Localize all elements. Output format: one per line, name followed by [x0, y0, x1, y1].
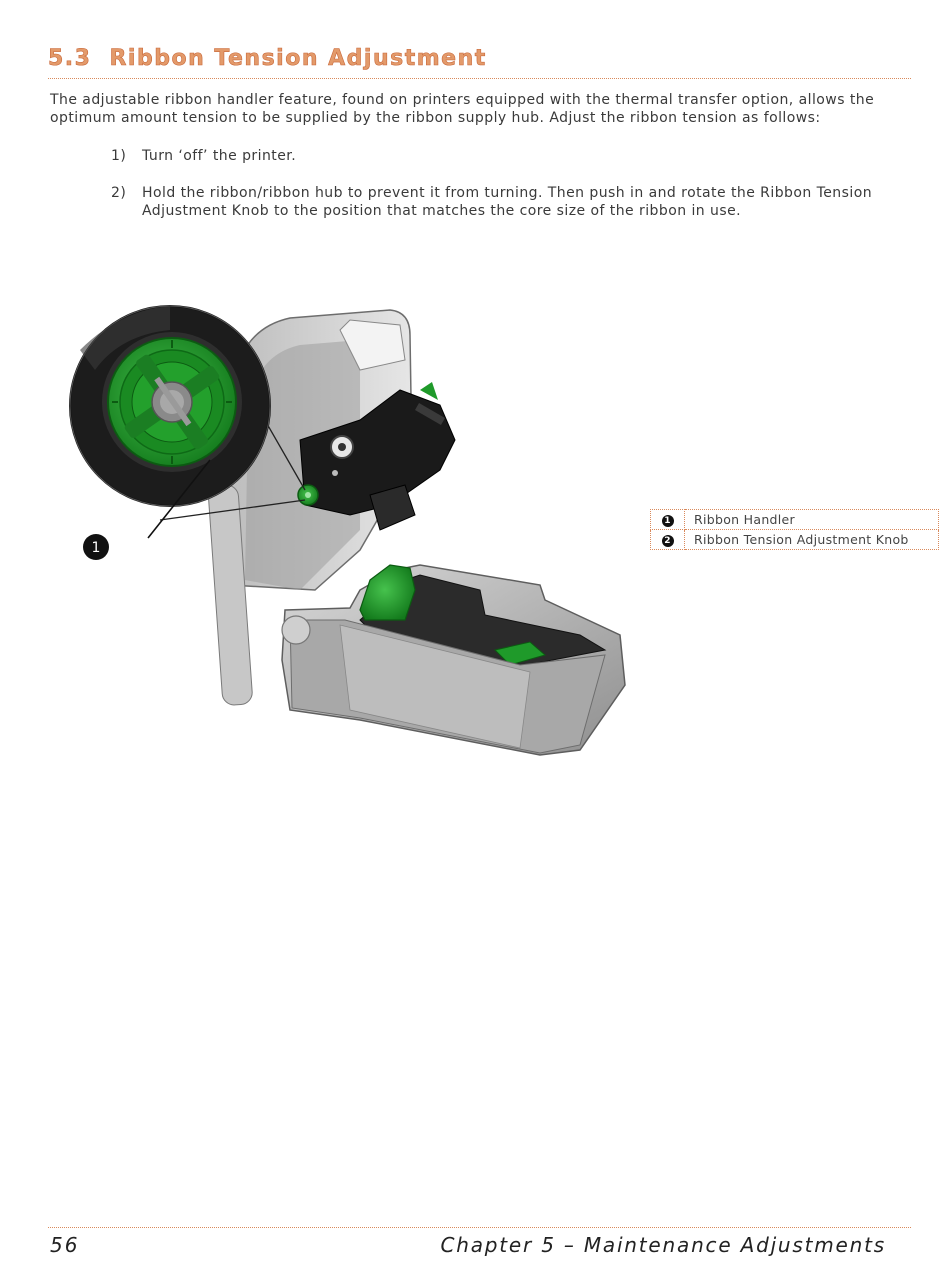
heading-divider: [48, 78, 911, 79]
chapter-title: Chapter 5 – Maintenance Adjustments: [440, 1233, 886, 1257]
intro-paragraph: The adjustable ribbon handler feature, found on printers equipped with the thermal transfer option, allows the optimum amount tension to be supplied by the ribbon supply hub. Adjust the ribbon tension as follows:: [50, 92, 875, 126]
section-heading: [48, 46, 487, 71]
step-text: Hold the ribbon/ribbon hub to prevent it from turning. Then push in and rotate the Ribbon Tension Adjustment Knob to the position that matches the core size of the ribbon in use.: [142, 185, 873, 219]
printer-illustration: [60, 290, 640, 765]
footer-divider: [48, 1227, 911, 1228]
legend-label: Ribbon Handler: [685, 510, 939, 530]
section-number: 5.3: [48, 46, 92, 71]
section-title: Ribbon Tension Adjustment: [109, 46, 487, 71]
legend-badge: 1: [662, 515, 674, 527]
step-number: 1): [111, 148, 127, 164]
platen-hinge: [360, 565, 415, 620]
page-number: 56: [50, 1233, 80, 1257]
legend-table: [650, 509, 939, 550]
legend-label: Ribbon Tension Adjustment Knob: [685, 530, 939, 550]
legend-row: [651, 530, 939, 550]
legend-row: [651, 510, 939, 530]
step-text: Turn ‘off’ the printer.: [142, 148, 297, 164]
step-2: [111, 184, 911, 220]
step-1: [111, 147, 911, 165]
callout-number: 1: [91, 540, 101, 556]
step-number: 2): [111, 185, 127, 201]
legend-badge: 2: [662, 535, 674, 547]
